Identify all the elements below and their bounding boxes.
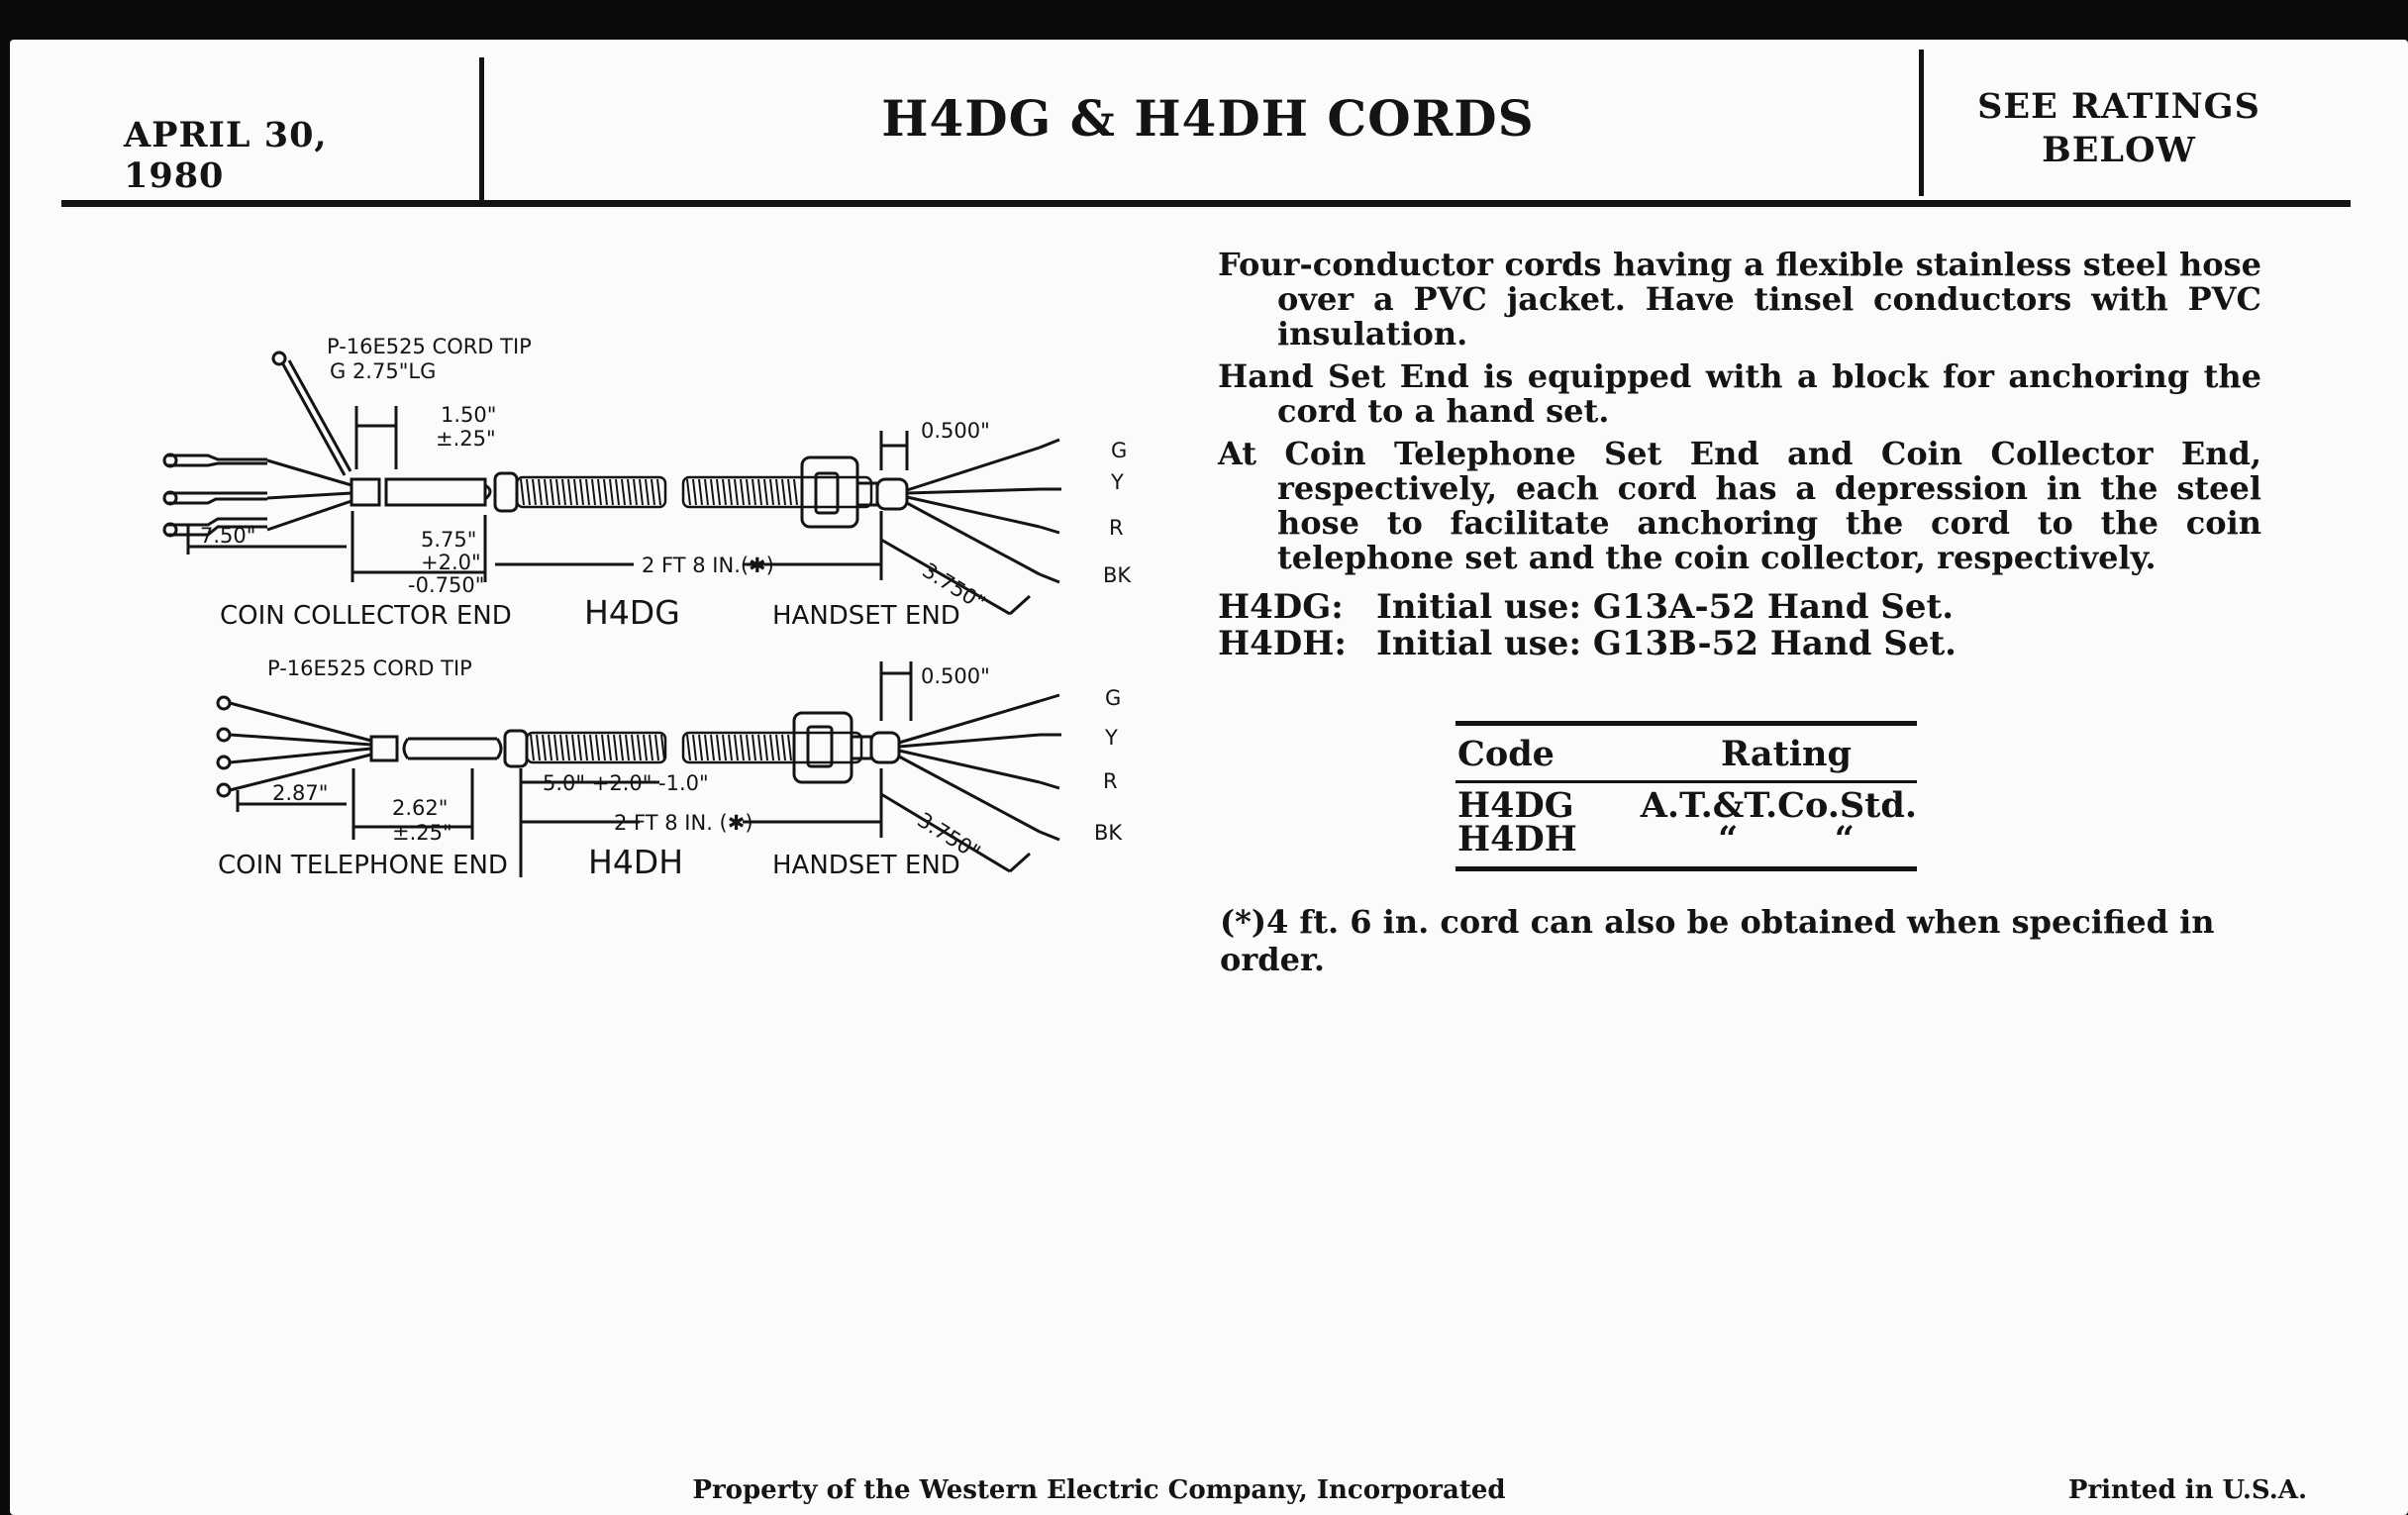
hose-coil-mark [574, 479, 577, 505]
h4dh-lead-r: R [1103, 769, 1118, 793]
table-cell-rating: “ “ [1718, 819, 1855, 859]
hose-coil-mark [788, 479, 791, 505]
initial-use-text: Initial use: G13B-52 Hand Set. [1376, 624, 1957, 663]
hose-coil-mark [568, 479, 571, 505]
h4dh-right-end-label: HANDSET END [772, 851, 960, 880]
hose-coil-mark [545, 479, 548, 505]
h4dg-lead-r: R [1109, 516, 1124, 540]
h4dh-dim-262-tol: ±.25" [392, 821, 452, 845]
hose-coil-mark [638, 735, 641, 760]
h4dh-lead-g: G [1105, 686, 1122, 710]
h4dg-dim-150: 1.50" [441, 403, 497, 427]
spec-card [10, 40, 2408, 1515]
h4dg-dim-575-minus: -0.750" [408, 573, 485, 597]
hose-coil-mark [655, 735, 658, 760]
hose-coil-mark [693, 735, 696, 760]
hose-coil-mark [705, 479, 708, 505]
hose-coil-mark [590, 735, 593, 760]
hose-coil-mark [602, 735, 605, 760]
hose-coil-mark [644, 735, 647, 760]
h4dh-cord-tip-label: P-16E525 CORD TIP [267, 656, 472, 680]
hose-coil-mark [661, 735, 664, 760]
issue-date: APRIL 30, 1980 [124, 115, 328, 196]
hose-coil-mark [741, 735, 744, 760]
hose-coil-mark [717, 735, 720, 760]
h4dg-lead-y: Y [1111, 470, 1124, 494]
hose-coil-mark [562, 479, 565, 505]
hose-coil-mark [758, 735, 761, 760]
hose-coil-mark [735, 735, 738, 760]
hose-coil-mark [741, 479, 744, 505]
hose-coil-mark [776, 479, 779, 505]
table-row [1455, 785, 1917, 826]
hose-coil-mark [592, 479, 595, 505]
hose-coil-mark [758, 479, 761, 505]
description-paragraph-3: At Coin Telephone Set End and Coin Collector End, respectively, each cord has a depression in the steel hose to facilitate anchoring the cord to the coin telephone set and the coin collector, respectively. [1218, 435, 2261, 576]
hose-coil-mark [711, 735, 714, 760]
h4dh-dim-3750: 3.750" [913, 807, 985, 865]
hose-coil-mark [711, 479, 714, 505]
hose-coil-mark [549, 735, 552, 760]
table-rule-bottom [1455, 866, 1917, 871]
hose-coil-mark [657, 479, 660, 505]
footer-printed: Printed in U.S.A. [2067, 1475, 2307, 1505]
hose-coil-mark [626, 735, 629, 760]
h4dg-lead-bk: BK [1103, 563, 1132, 587]
hose-coil-mark [628, 479, 631, 505]
hose-coil-mark [770, 479, 773, 505]
h4dg-dim-0500: 0.500" [921, 419, 990, 443]
hose-coil-mark [729, 735, 732, 760]
initial-use-row [1218, 626, 2261, 662]
h4dg-code-label: H4DG [584, 593, 680, 632]
hose-coil-mark [652, 479, 654, 505]
hose-coil-mark [699, 735, 702, 760]
h4dg-cord-tip-sub-label: G 2.75"LG [330, 359, 437, 383]
hose-coil-mark [527, 479, 530, 505]
hose-coil-mark [614, 735, 617, 760]
hose-coil-mark [531, 735, 534, 760]
hose-coil-mark [794, 479, 797, 505]
h4dg-dim-150-tol: ±.25" [436, 427, 496, 451]
h4dg-dim-750: 7.50" [200, 524, 256, 548]
hose-coil-mark [596, 735, 599, 760]
initial-use-row [1218, 589, 2261, 626]
table-header-rating: Rating [1721, 734, 1852, 774]
hose-coil-mark [598, 479, 601, 505]
hose-coil-mark [699, 479, 702, 505]
h4dh-left-end-label: COIN TELEPHONE END [218, 851, 508, 880]
hose-coil-mark [584, 735, 587, 760]
hose-coil-mark [556, 479, 559, 505]
hose-coil-mark [604, 479, 607, 505]
ratings-note-line1: SEE RATINGS [1977, 86, 2260, 127]
header-rule [61, 200, 2351, 207]
hose-coil-mark [632, 735, 635, 760]
h4dg-right-end-label: HANDSET END [772, 601, 960, 631]
h4dh-dim-287: 2.87" [272, 781, 329, 805]
hose-coil-mark [640, 479, 643, 505]
table-header-row [1455, 726, 1917, 780]
h4dh-code-label: H4DH [588, 843, 684, 881]
hose-coil-mark [620, 735, 623, 760]
h4dg-length: 2 FT 8 IN.(✱) [642, 554, 774, 577]
h4dh-dim-262: 2.62" [392, 796, 449, 820]
hose-coil-mark [705, 735, 708, 760]
hose-coil-mark [788, 735, 791, 760]
ratings-note-line2: BELOW [2042, 130, 2196, 170]
h4dg-dim-575-plus: +2.0" [421, 551, 481, 574]
hose-coil-mark [764, 735, 767, 760]
footnote: (*)4 ft. 6 in. cord can also be obtained when specified in order. [1220, 903, 2215, 978]
hose-coil-mark [782, 479, 785, 505]
hose-coil-mark [752, 479, 755, 505]
hose-coil-mark [723, 735, 726, 760]
hose-coil-mark [776, 735, 779, 760]
h4dg-left-end-label: COIN COLLECTOR END [220, 601, 512, 631]
hose-coil-mark [747, 479, 750, 505]
hose-coil-mark [687, 735, 690, 760]
hose-coil-mark [717, 479, 720, 505]
h4dg-dim-575: 5.75" [421, 528, 477, 552]
hose-coil-mark [521, 479, 524, 505]
table-header-code: Code [1457, 734, 1555, 774]
hose-coil-mark [551, 479, 553, 505]
h4dg-cord-tip-label: P-16E525 CORD TIP [327, 335, 532, 358]
hose-coil-mark [693, 479, 696, 505]
table-cell-code: H4DG [1457, 785, 1574, 826]
h4dg-dim-3750: 3.750" [918, 557, 990, 616]
h4dh-dim-50: 5.0" +2.0" -1.0" [543, 771, 709, 795]
h4dh-dim-0500: 0.500" [921, 664, 990, 688]
hose-coil-mark [723, 479, 726, 505]
hose-coil-mark [537, 735, 540, 760]
table-cell-rating: A.T.&T.Co.Std. [1640, 785, 1917, 826]
header-divider-left [479, 57, 484, 204]
h4dh-length: 2 FT 8 IN. (✱) [614, 811, 753, 835]
description-paragraph-2: Hand Set End is equipped with a block for anchoring the cord to a hand set. [1218, 357, 2261, 430]
header-divider-right [1919, 50, 1924, 196]
hose-coil-mark [782, 735, 785, 760]
footer-property: Property of the Western Electric Company, Incorporated [692, 1475, 1506, 1505]
ratings-note [1951, 85, 2287, 172]
hose-coil-mark [560, 735, 563, 760]
hose-coil-mark [735, 479, 738, 505]
description [1218, 248, 2261, 662]
hose-coil-mark [566, 735, 569, 760]
hose-coil-mark [608, 735, 611, 760]
hose-coil-mark [572, 735, 575, 760]
initial-use-list [1218, 589, 2261, 662]
hose-coil-mark [554, 735, 557, 760]
cord-diagram [149, 317, 1139, 931]
table-row [1455, 819, 1917, 859]
hose-coil-mark [650, 735, 652, 760]
hose-coil-mark [622, 479, 625, 505]
description-paragraph-1: Four-conductor cords having a flexible stainless steel hose over a PVC jacket. Have tinsel conductors with PVC insulation. [1218, 246, 2261, 353]
initial-use-code: H4DG: [1218, 587, 1344, 627]
h4dh-lead-bk: BK [1094, 821, 1123, 845]
hose-coil-mark [770, 735, 773, 760]
hose-coil-mark [687, 479, 690, 505]
hose-coil-mark [610, 479, 613, 505]
hose-coil-mark [586, 479, 589, 505]
hose-coil-mark [634, 479, 637, 505]
page-title: H4DG & H4DH CORDS [881, 89, 1535, 148]
hose-coil-mark [764, 479, 767, 505]
hose-coil-mark [646, 479, 649, 505]
hose-coil-mark [543, 735, 546, 760]
table-cell-code: H4DH [1457, 819, 1577, 859]
h4dh-lead-y: Y [1105, 726, 1118, 750]
hose-coil-mark [580, 479, 583, 505]
initial-use-code: H4DH: [1218, 624, 1347, 663]
hose-coil-mark [747, 735, 750, 760]
initial-use-text: Initial use: G13A-52 Hand Set. [1376, 587, 1955, 627]
hose-coil-mark [616, 479, 619, 505]
hose-coil-mark [578, 735, 581, 760]
ratings-table [1455, 721, 1917, 871]
table-body [1455, 783, 1917, 866]
hose-coil-mark [533, 479, 536, 505]
hose-coil-mark [729, 479, 732, 505]
h4dg-left-leads [164, 353, 351, 536]
hose-coil-mark [539, 479, 542, 505]
hose-coil-mark [752, 735, 755, 760]
h4dg-lead-g: G [1111, 439, 1128, 462]
